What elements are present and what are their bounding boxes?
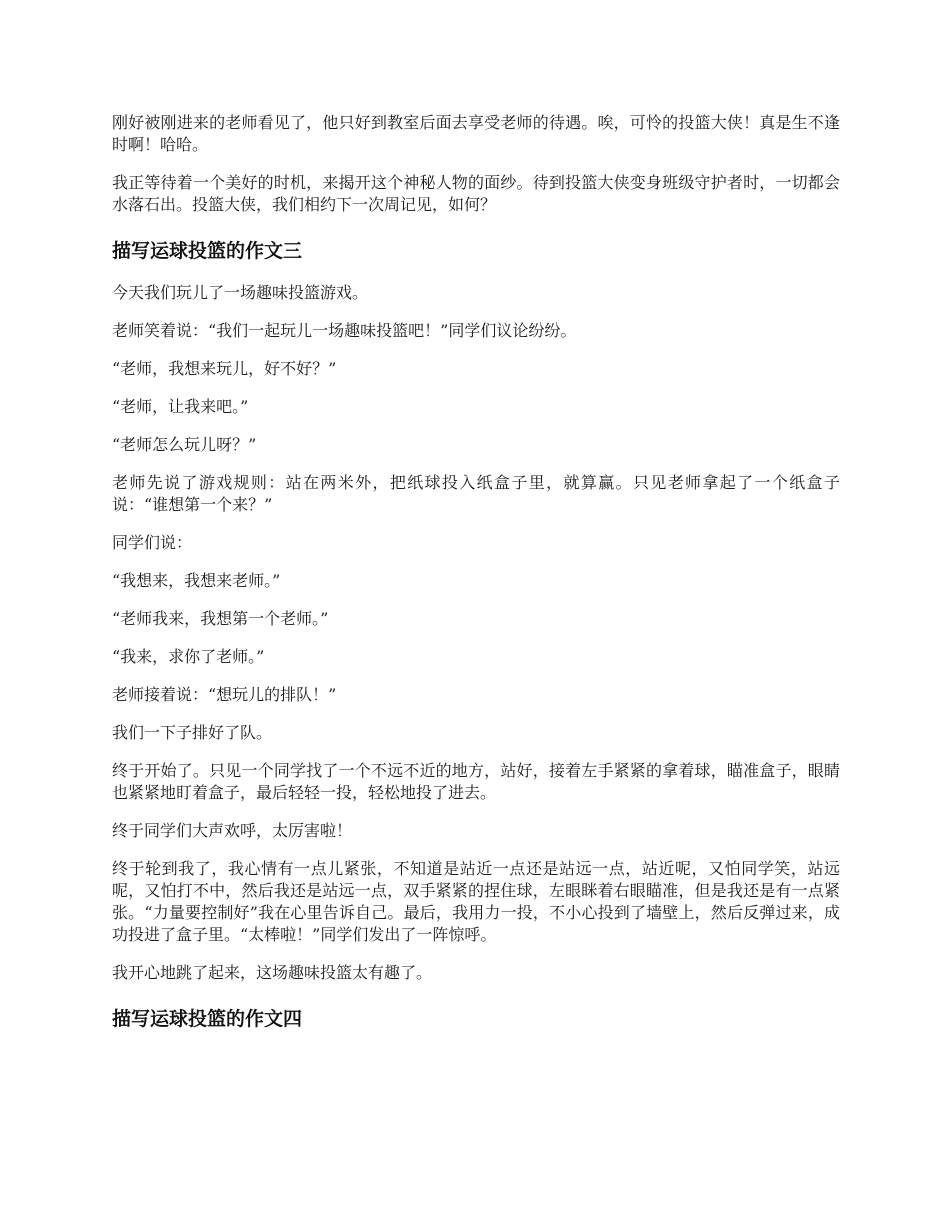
document-page [112, 112, 840, 1050]
paragraph: 老师笑着说：“我们一起玩儿一场趣味投篮吧！”同学们议论纷纷。 [112, 321, 577, 340]
paragraph: “老师，我想来玩儿，好不好？” [112, 359, 337, 378]
paragraph: “我来，求你了老师。” [112, 647, 265, 666]
paragraph: 今天我们玩儿了一场趣味投篮游戏。 [112, 283, 369, 302]
paragraph: “老师我来，我想第一个老师。” [112, 609, 329, 628]
paragraph: 我们一下子排好了队。 [112, 723, 273, 742]
paragraph: “老师怎么玩儿呀？” [112, 435, 257, 454]
paragraph: 终于同学们大声欢呼，太厉害啦！ [112, 821, 353, 840]
paragraph: 同学们说： [112, 533, 193, 552]
paragraph: 终于开始了。只见一个同学找了一个不远不近的地方，站好，接着左手紧紧的拿着球，瞄准盒子，眼睛也紧紧地盯着盒子，最后轻轻一投，轻松地投了进去。 [112, 761, 840, 802]
paragraph: 老师先说了游戏规则：站在两米外，把纸球投入纸盒子里，就算赢。只见老师拿起了一个纸盒子说：“谁想第一个来？” [112, 473, 840, 514]
section-heading-4: 描写运球投篮的作文四 [112, 1008, 303, 1030]
paragraph: 我开心地跳了起来，这场趣味投篮太有趣了。 [112, 963, 433, 982]
paragraph: 刚好被刚进来的老师看见了，他只好到教室后面去享受老师的待遇。唉，可怜的投篮大侠！真是生不逢时啊！哈哈。 [112, 113, 840, 154]
paragraph: 老师接着说：“想玩儿的排队！” [112, 685, 337, 704]
paragraph: “老师，让我来吧。” [112, 397, 249, 416]
paragraph: 我正等待着一个美好的时机，来揭开这个神秘人物的面纱。待到投篮大侠变身班级守护者时，一切都会水落石出。投篮大侠，我们相约下一次周记见，如何？ [112, 173, 840, 214]
section-heading-3: 描写运球投篮的作文三 [112, 240, 303, 262]
paragraph: 终于轮到我了，我心情有一点儿紧张，不知道是站近一点还是站远一点，站近呢，又怕同学笑，站远呢，又怕打不中，然后我还是站远一点，双手紧紧的捏住球，左眼眯着右眼瞄准，但是我还是有一点紧张。“力量要控制好”我在心里告诉自己。最后，我用力一投，不小心投到了墙壁上，然后反弹过来，成功投进了盒子里。“太棒啦！”同学们发出了一阵惊呼。 [112, 859, 840, 944]
paragraph: “我想来，我想来老师。” [112, 571, 281, 590]
